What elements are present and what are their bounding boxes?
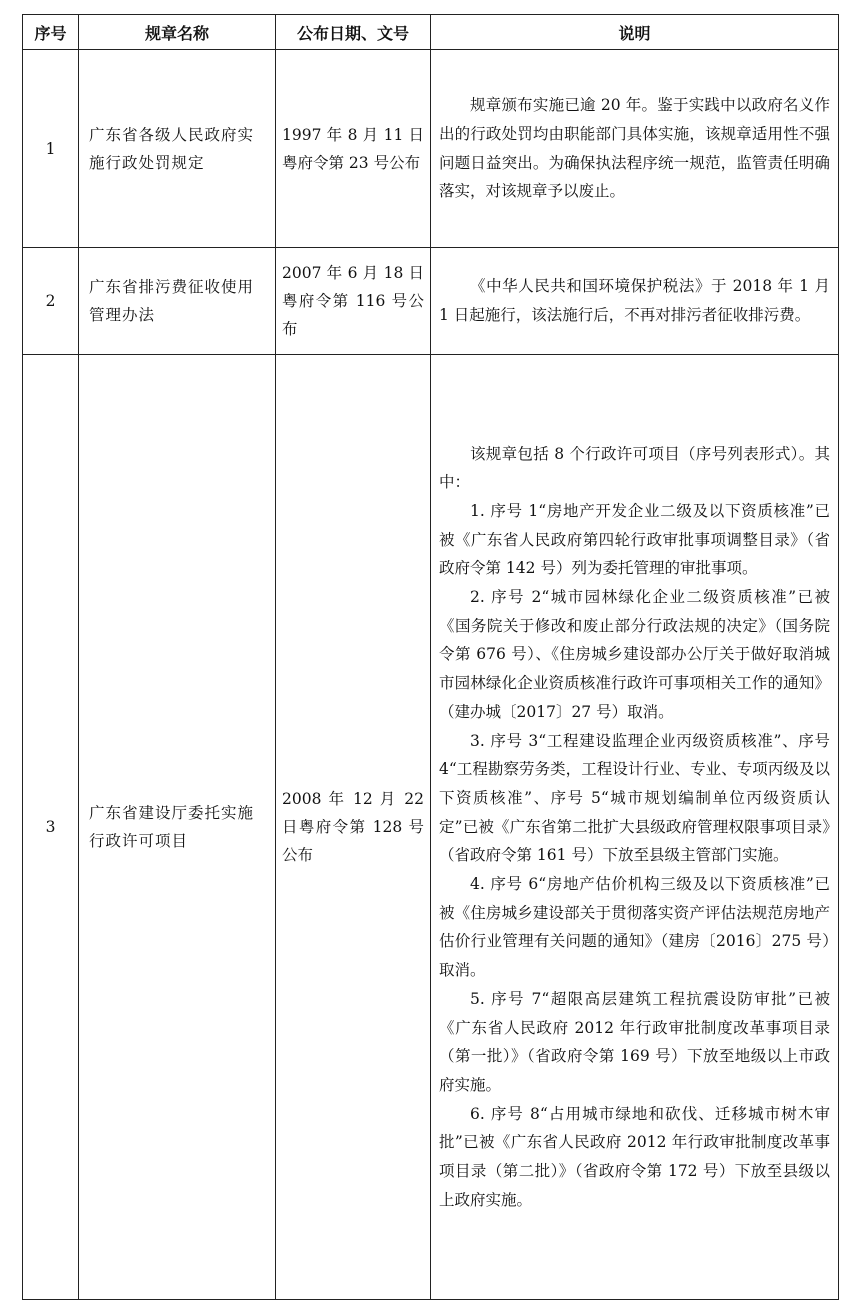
row-serial: 3 <box>23 355 79 1300</box>
note-paragraph: 5. 序号 7“超限高层建筑工程抗震设防审批”已被《广东省人民政府 2012 年行政审批制度改革事项目录（第一批）》（省政府令第 169 号）下放至地级以上市政府实施。 <box>439 989 830 1094</box>
row-note <box>431 355 839 1300</box>
note-paragraph: 《中华人民共和国环境保护税法》于 2018 年 1 月 1 日起施行，该法施行后，不再对排污者征收排污费。 <box>439 277 830 324</box>
row-date: 1997 年 8 月 11 日粤府令第 23 号公布 <box>276 50 431 248</box>
table-row <box>23 248 839 355</box>
note-paragraph: 2. 序号 2“城市园林绿化企业二级资质核准”已被《国务院关于修改和废止部分行政法规的决定》（国务院令第 676 号）、《住房城乡建设部办公厅关于做好取消城市园林绿化企业资质核准行政许可事项相关工作的通知》（建办城〔2017〕27 号）取消。 <box>439 588 830 721</box>
row-name: 广东省排污费征收使用管理办法 <box>79 248 276 355</box>
table-header-row <box>23 15 839 50</box>
table-row <box>23 355 839 1300</box>
row-note <box>431 248 839 355</box>
row-serial: 2 <box>23 248 79 355</box>
header-name: 规章名称 <box>79 15 276 50</box>
note-paragraph: 6. 序号 8“占用城市绿地和砍伐、迁移城市树木审批”已被《广东省人民政府 2012 年行政审批制度改革事项目录（第二批）》（省政府令第 172 号）下放至县级以上政府实施。 <box>439 1104 830 1209</box>
table-row <box>23 50 839 248</box>
note-paragraph: 该规章包括 8 个行政许可项目（序号列表形式）。其中： <box>439 444 830 492</box>
note-paragraph: 规章颁布实施已逾 20 年。鉴于实践中以政府名义作出的行政处罚均由职能部门具体实施，该规章适用性不强问题日益突出。为确保执法程序统一规范，监管责任明确落实，对该规章予以废止。 <box>439 96 830 201</box>
row-name: 广东省建设厅委托实施行政许可项目 <box>79 355 276 1300</box>
header-date: 公布日期、文号 <box>276 15 431 50</box>
regulations-table <box>22 14 839 1300</box>
row-note <box>431 50 839 248</box>
row-date: 2007 年 6 月 18 日粤府令第 116 号公布 <box>276 248 431 355</box>
row-serial: 1 <box>23 50 79 248</box>
note-paragraph: 4. 序号 6“房地产估价机构三级及以下资质核准”已被《住房城乡建设部关于贯彻落实资产评估法规范房地产估价行业管理有关问题的通知》（建房〔2016〕275 号）取消。 <box>439 875 830 980</box>
note-paragraph: 1. 序号 1“房地产开发企业二级及以下资质核准”已被《广东省人民政府第四轮行政审批事项调整目录》（省政府令第 142 号）列为委托管理的审批事项。 <box>439 501 830 578</box>
header-serial: 序号 <box>23 15 79 50</box>
row-date: 2008 年 12 月 22 日粤府令第 128 号公布 <box>276 355 431 1300</box>
note-paragraph: 3. 序号 3“工程建设监理企业丙级资质核准”、序号 4“工程勘察劳务类，工程设计行业、专业、专项丙级及以下资质核准”、序号 5“城市规划编制单位丙级资质认定”已被《广东省第二批扩大县级政府管理权限事项目录》（省政府令第 161 号）下放至县级主管部门实施。 <box>439 731 830 865</box>
header-note: 说明 <box>431 15 839 50</box>
row-name: 广东省各级人民政府实施行政处罚规定 <box>79 50 276 248</box>
